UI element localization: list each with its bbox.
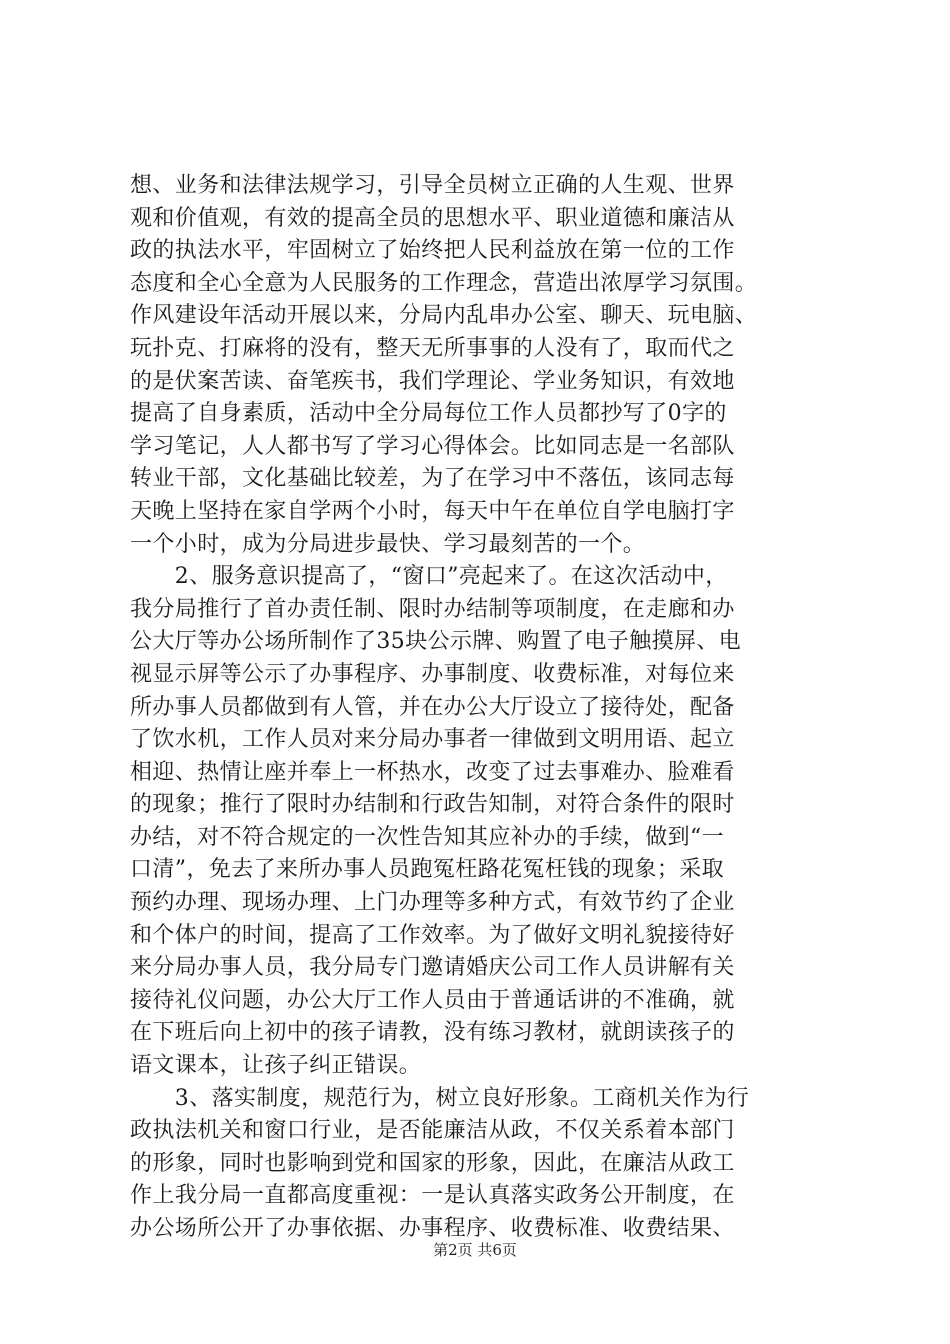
text-line: 提高了自身素质，活动中全分局每位工作人员都抄写了0字的 (130, 401, 727, 427)
text-line: 3、落实制度，规范行为，树立良好形象。工商机关作为行 (130, 1085, 750, 1111)
text-line: 想、业务和法律法规学习，引导全员树立正确的人生观、世界 (130, 173, 735, 198)
text-line: 来分局办事人员，我分局专门邀请婚庆公司工作人员讲解有关 (130, 955, 735, 981)
text-line: 政执法机关和窗口行业，是否能廉洁从政，不仅关系着本部门 (130, 1118, 735, 1144)
text-line: 学习笔记，人人都书写了学习心得体会。比如同志是一名部队 (130, 433, 735, 459)
text-line: 观和价值观，有效的提高全员的思想水平、职业道德和廉洁从 (130, 205, 735, 231)
text-line: 办公场所公开了办事依据、办事程序、收费标准、收费结果、 (130, 1216, 735, 1241)
text-line: 的是伏案苦读、奋笔疾书，我们学理论、学业务知识，有效地 (130, 368, 735, 394)
text-line: 语文课本，让孩子纠正错误。 (130, 1053, 422, 1079)
text-line: 一个小时，成为分局进步最快、学习最刻苦的一个。 (130, 531, 646, 557)
text-line: 和个体户的时间，提高了工作效率。为了做好文明礼貌接待好 (130, 922, 735, 948)
text-line: 在下班后向上初中的孩子请教，没有练习教材，就朗读孩子的 (130, 1020, 735, 1046)
text-line: 作风建设年活动开展以来，分局内乱串办公室、聊天、玩电脑、 (130, 303, 758, 329)
text-line: 办结，对不符合规定的一次性告知其应补办的手续，做到“一 (130, 824, 725, 850)
text-line: 接待礼仪问题，办公大厅工作人员由于普通话讲的不准确，就 (130, 987, 735, 1013)
text-line: 2、服务意识提高了，“窗口”亮起来了。在这次活动中， (130, 564, 728, 590)
text-line: 天晚上坚持在家自学两个小时，每天中午在单位自学电脑打字 (130, 498, 735, 524)
page-number-footer: 第2页 共6页 (433, 1241, 517, 1259)
body-text (130, 170, 830, 1246)
text-line: 公大厅等办公场所制作了35块公示牌、购置了电子触摸屏、电 (130, 629, 742, 655)
text-line: 相迎、热情让座并奉上一杯热水，改变了过去事难办、脸难看 (130, 759, 735, 785)
text-line: 态度和全心全意为人民服务的工作理念，营造出浓厚学习氛围。 (130, 270, 758, 296)
text-line: 作上我分局一直都高度重视：一是认真落实政务公开制度，在 (130, 1183, 735, 1209)
text-line: 预约办理、现场办理、上门办理等多种方式，有效节约了企业 (130, 890, 735, 916)
text-line: 我分局推行了首办责任制、限时办结制等项制度，在走廊和办 (130, 596, 735, 622)
text-line: 了饮水机，工作人员对来分局办事者一律做到文明用语、起立 (130, 727, 735, 753)
text-line: 所办事人员都做到有人管，并在办公大厅设立了接待处，配备 (130, 694, 735, 720)
text-line: 口清”，免去了来所办事人员跑冤枉路花冤枉钱的现象；采取 (130, 857, 725, 883)
text-line: 的形象，同时也影响到党和国家的形象，因此，在廉洁从政工 (130, 1150, 735, 1176)
text-line: 视显示屏等公示了办事程序、办事制度、收费标准，对每位来 (130, 661, 735, 687)
text-line: 政的执法水平，牢固树立了始终把人民利益放在第一位的工作 (130, 238, 735, 264)
text-line: 的现象；推行了限时办结制和行政告知制，对符合条件的限时 (130, 792, 735, 818)
text-line: 玩扑克、打麻将的没有，整天无所事事的人没有了，取而代之 (130, 335, 735, 361)
text-line: 转业干部，文化基础比较差，为了在学习中不落伍，该同志每 (130, 466, 735, 492)
